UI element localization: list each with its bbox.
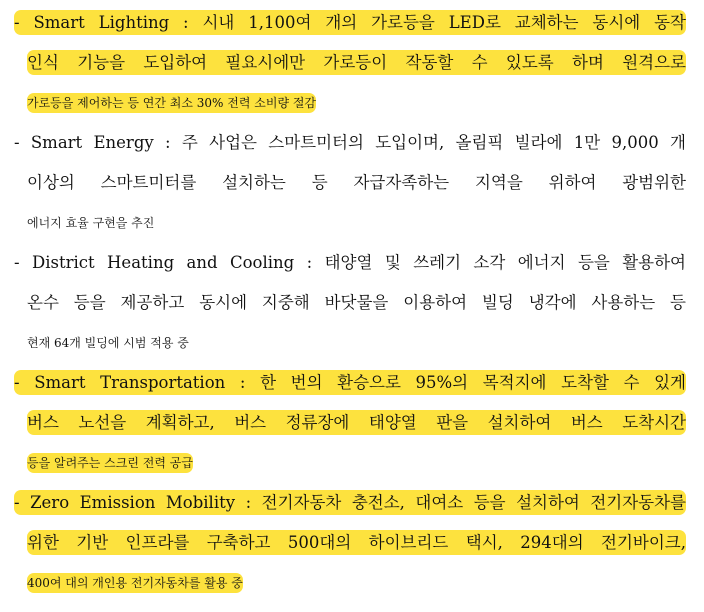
smart-energy-line-2: 이상의 스마트미터를 설치하는 등 자급자족하는 지역을 위하여 광범위한 <box>27 173 686 192</box>
district-heating-line-1: - District Heating and Cooling : 태양열 및 쓰레기 소각 에너지 등을 활용하여 <box>14 253 686 272</box>
smart-energy-line-3: 에너지 효율 구현을 추진 <box>27 216 155 230</box>
highlight: 400여 대의 개인용 전기자동차를 활용 중 <box>27 573 243 593</box>
highlight: - Smart Lighting : 시내 1,100여 개의 가로등을 LED로 교체하는 동시에 동작 <box>14 10 686 35</box>
smart-transportation-line-2 <box>0 412 704 452</box>
zero-emission-line-1 <box>0 492 704 532</box>
zero-emission-line-3 <box>0 572 704 612</box>
district-heating-line-2: 온수 등을 제공하고 동시에 지중해 바닷물을 이용하여 빌딩 냉각에 사용하는 등 <box>27 293 686 312</box>
highlight: 가로등을 제어하는 등 연간 최소 30% 전력 소비량 절감 <box>27 93 316 113</box>
highlight: 등을 알려주는 스크린 전력 공급 <box>27 453 193 473</box>
smart-energy-line-1: - Smart Energy : 주 사업은 스마트미터의 도입이며, 올림픽 빌라에 1만 9,000 개 <box>14 133 686 152</box>
smart-transportation-line-1 <box>0 372 704 412</box>
smart-lighting-line-1 <box>0 12 704 52</box>
smart-lighting-line-2 <box>0 52 704 92</box>
highlight: 위한 기반 인프라를 구축하고 500대의 하이브리드 택시, 294대의 전기바이크, <box>27 530 686 555</box>
highlight: - Zero Emission Mobility : 전기자동차 충전소, 대여소 등을 설치하여 전기자동차를 <box>14 490 686 515</box>
district-heating-line-3: 현재 64개 빌딩에 시범 적용 중 <box>27 336 189 350</box>
highlight: 인식 기능을 도입하여 필요시에만 가로등이 작동할 수 있도록 하며 원격으로 <box>27 50 686 75</box>
highlight: 버스 노선을 계획하고, 버스 정류장에 태양열 판을 설치하여 버스 도착시간 <box>27 410 686 435</box>
zero-emission-line-2 <box>0 532 704 572</box>
highlight: - Smart Transportation : 한 번의 환승으로 95%의 목적지에 도착할 수 있게 <box>14 370 686 395</box>
smart-transportation-line-3 <box>0 452 704 492</box>
smart-lighting-line-3 <box>0 92 704 132</box>
